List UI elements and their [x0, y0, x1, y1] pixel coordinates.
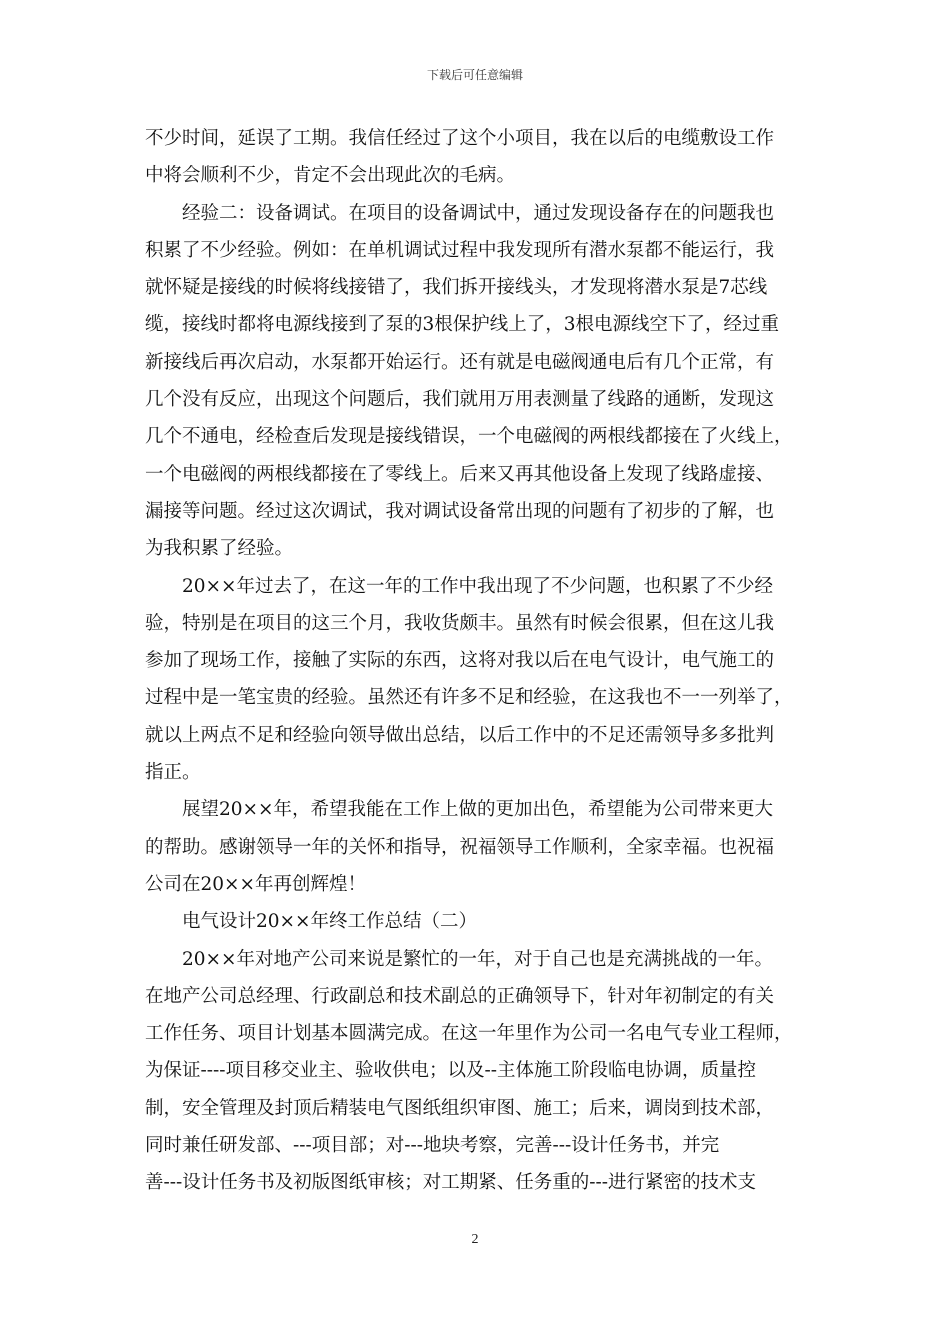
text-line: 不少时间，延误了工期。我信任经过了这个小项目，我在以后的电缆敷设工作 [145, 128, 775, 149]
text-line: 过程中是一笔宝贵的经验。虽然还有许多不足和经验，在这我也不一一列举了， [145, 687, 793, 709]
text-line: 几个不通电，经检查后发现是接线错误，一个电磁阀的两根线都接在了火线上， [145, 426, 793, 448]
text-line: 新接线后再次启动，水泵都开始运行。还有就是电磁阀通电后有几个正常，有 [145, 351, 775, 373]
text-line: 一个电磁阀的两根线都接在了零线上。后来又再其他设备上发现了线路虚接、 [145, 463, 775, 485]
text-line: 20××年对地产公司来说是繁忙的一年，对于自己也是充满挑战的一年。 [145, 948, 774, 970]
body-text [145, 120, 810, 1202]
text-line: 就以上两点不足和经验向领导做出总结，以后工作中的不足还需领导多多批判 [145, 724, 775, 746]
text-line: 在地产公司总经理、行政副总和技术副总的正确领导下，针对年初制定的有关 [145, 985, 775, 1007]
page-number: 2 [471, 1232, 479, 1247]
text-line: 缆，接线时都将电源线接到了泵的3根保护线上了，3根电源线空下了，经过重 [145, 314, 780, 336]
text-line: 漏接等问题。经过这次调试，我对调试设备常出现的问题有了初步的了解，也 [145, 500, 775, 522]
text-line: 指正。 [145, 762, 201, 784]
text-line: 为我积累了经验。 [145, 538, 294, 560]
text-line: 验，特别是在项目的这三个月，我收货颇丰。虽然有时候会很累，但在这儿我 [145, 612, 775, 634]
section-heading: 电气设计20××年终工作总结（二） [145, 911, 478, 933]
text-line: 积累了不少经验。例如：在单机调试过程中我发现所有潜水泵都不能运行，我 [145, 239, 775, 261]
text-line: 展望20××年，希望我能在工作上做的更加出色，希望能为公司带来更大 [145, 799, 774, 821]
text-line: 公司在20××年再创辉煌！ [145, 873, 367, 895]
text-line: 制，安全管理及封顶后精装电气图纸组织审图、施工；后来，调岗到技术部， [145, 1097, 775, 1119]
text-line: 工作任务、项目计划基本圆满完成。在这一年里作为公司一名电气专业工程师， [145, 1023, 793, 1045]
text-line: 几个没有反应，出现这个问题后，我们就用万用表测量了线路的通断，发现这 [145, 389, 775, 411]
text-line: 善---设计任务书及初版图纸审核；对工期紧、任务重的---进行紧密的技术支 [145, 1172, 757, 1194]
header-note: 下载后可任意编辑 [426, 68, 523, 82]
text-line: 参加了现场工作，接触了实际的东西，这将对我以后在电气设计，电气施工的 [145, 650, 775, 672]
text-line: 同时兼任研发部、---项目部；对---地块考察，完善---设计任务书，并完 [145, 1135, 720, 1157]
text-line: 为保证----项目移交业主、验收供电；以及--主体施工阶段临电协调，质量控 [145, 1060, 757, 1082]
text-line: 20××年过去了，在这一年的工作中我出现了不少问题，也积累了不少经 [145, 575, 774, 597]
text-line: 就怀疑是接线的时候将线接错了，我们拆开接线头，才发现将潜水泵是7芯线 [145, 277, 768, 299]
text-line: 中将会顺利不少，肯定不会出现此次的毛病。 [145, 165, 516, 187]
text-line: 的帮助。感谢领导一年的关怀和指导，祝福领导工作顺利，全家幸福。也祝福 [145, 836, 775, 858]
text-line: 经验二：设备调试。在项目的设备调试中，通过发现设备存在的问题我也 [145, 202, 775, 224]
